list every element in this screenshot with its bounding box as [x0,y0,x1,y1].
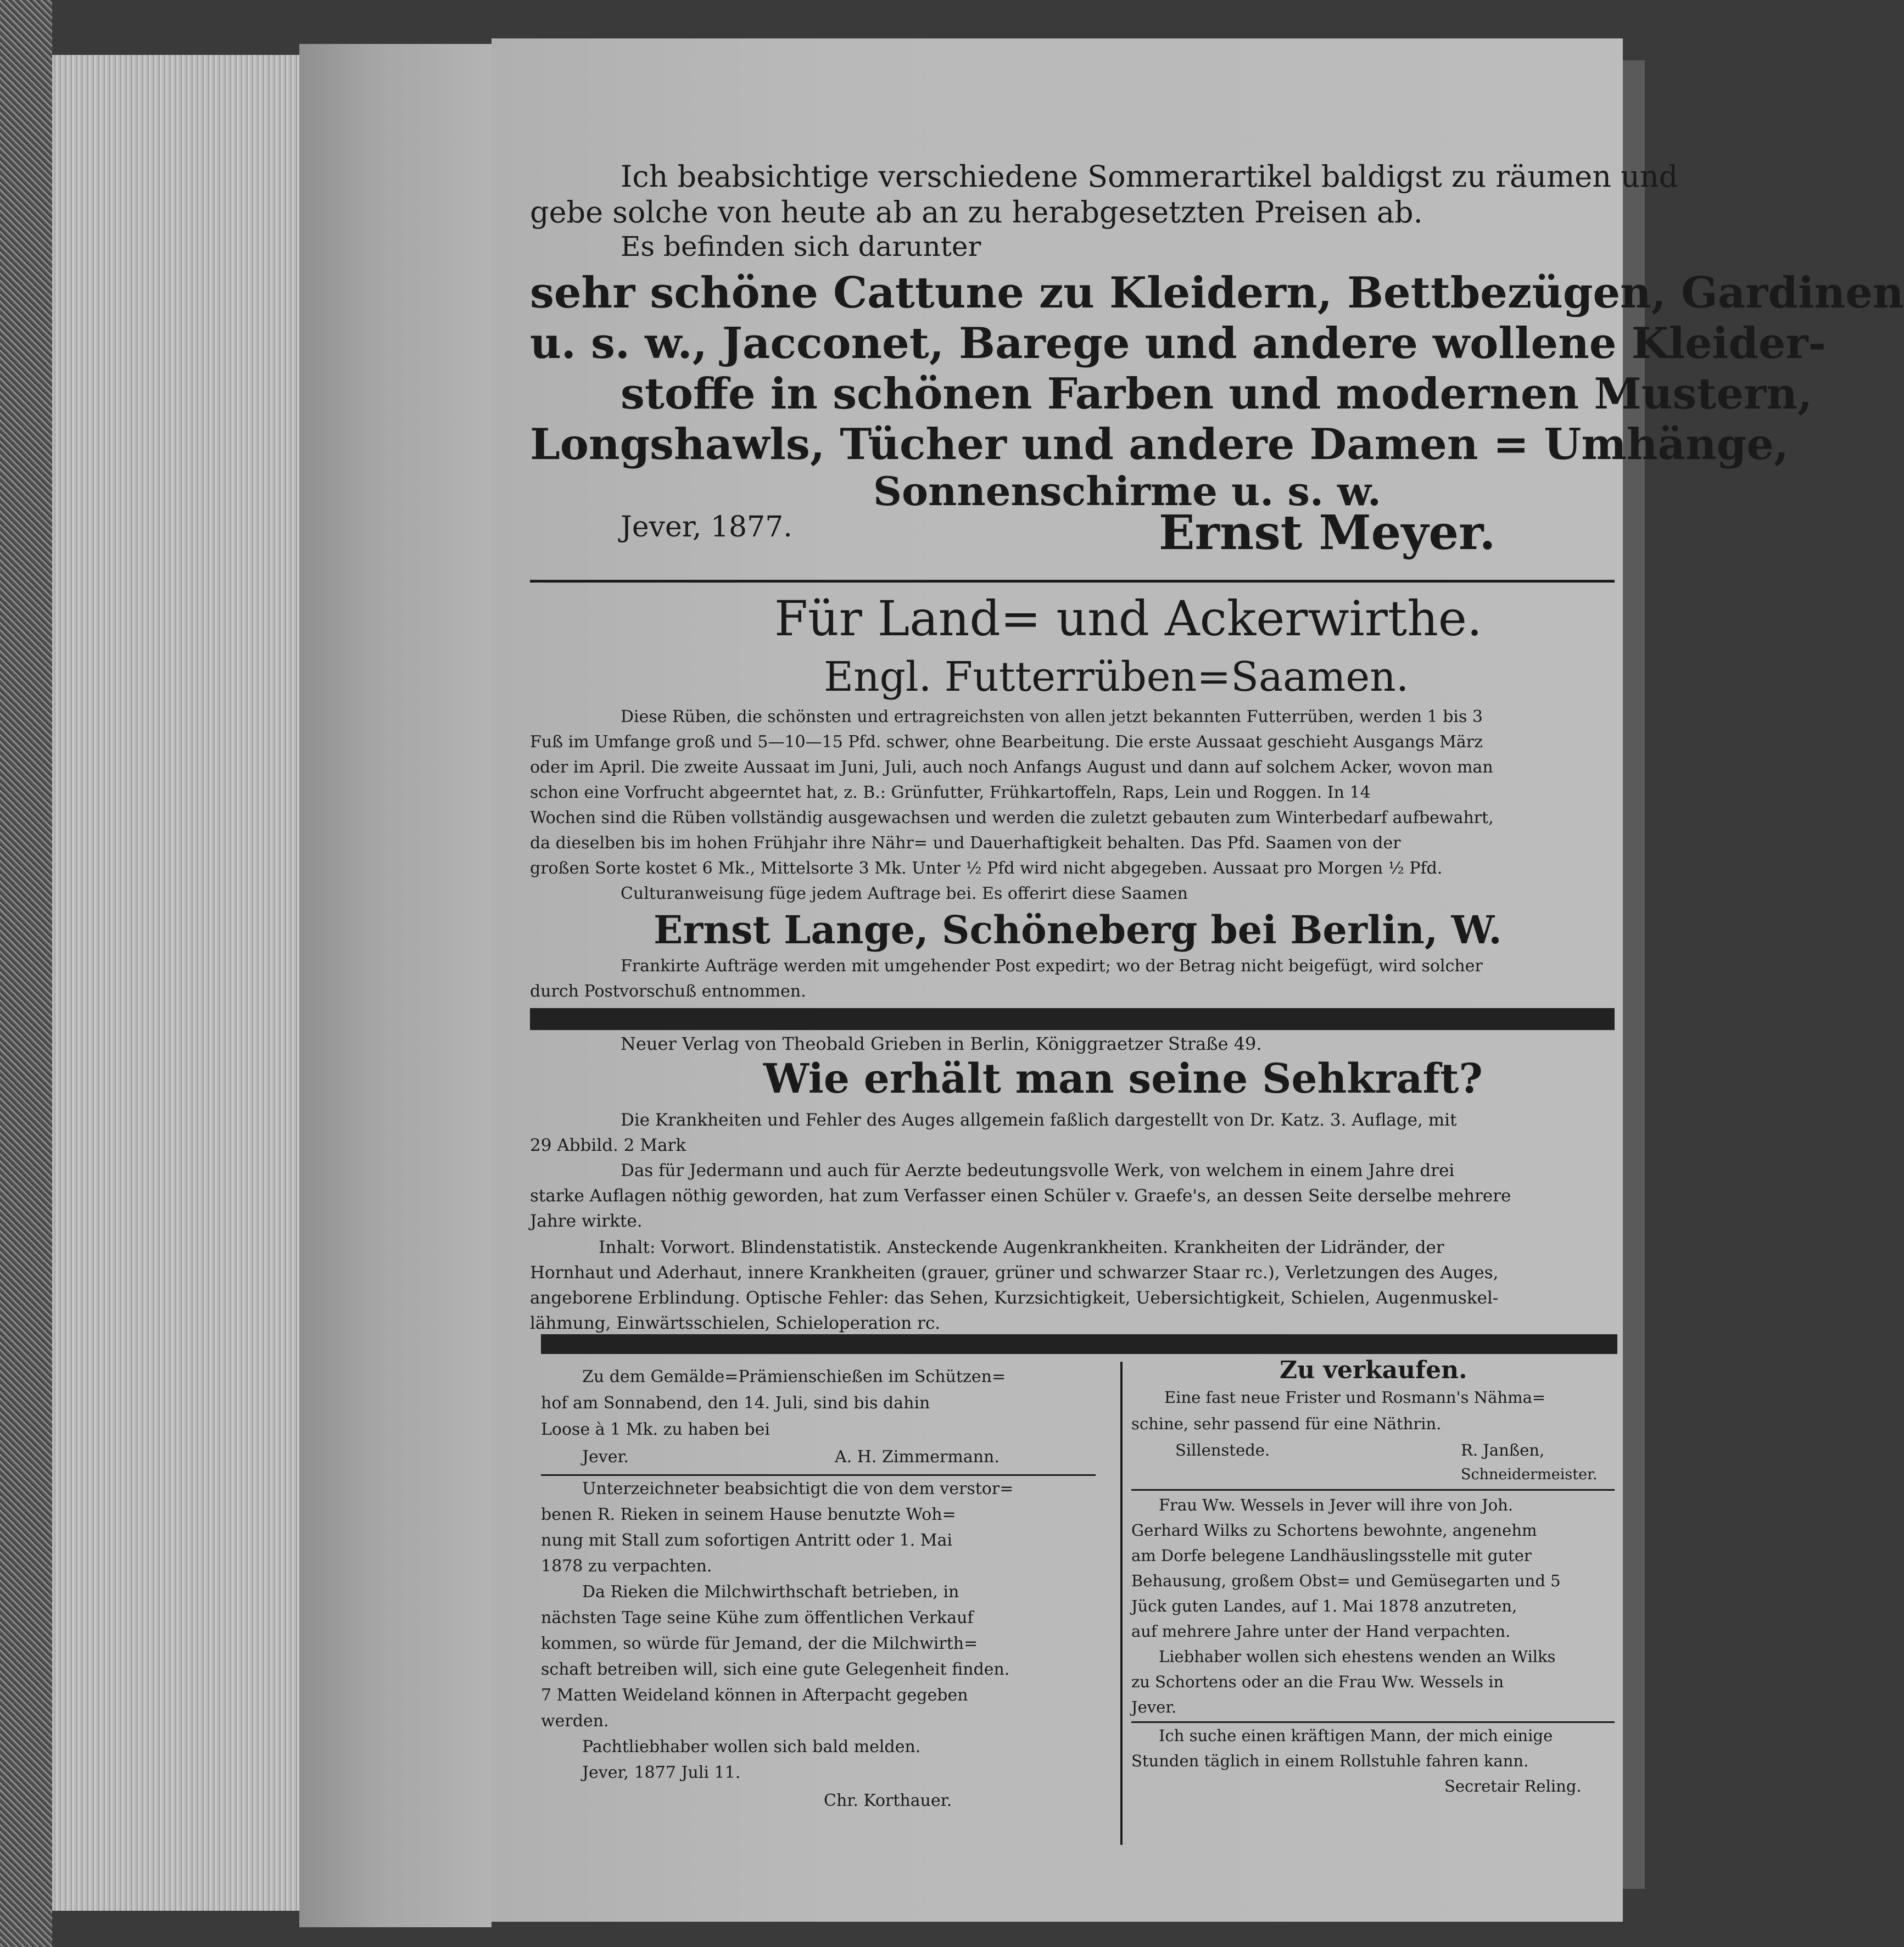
ad-lange-text: da dieselben bis im hohen Frühjahr ihre Nähr= und Dauerhaftigkeit behalten. Das Pfd. Saamen von der [530,833,1401,853]
ad-lange-subhead: Engl. Futterrüben=Saamen. [824,653,1409,701]
ad-meyer-line: sehr schöne Cattune zu Kleidern, Bettbezügen, Gardinen [530,268,1904,318]
ad-janssen-signature-name: R. Janßen, [1461,1441,1545,1459]
ad-janssen-signature-title: Schneidermeister. [1461,1466,1598,1483]
ad-grieben-text: Hornhaut und Aderhaut, innere Krankheiten (grauer, grüner und schwarzer Staar rc.), Verletzungen des Auges, [530,1263,1499,1283]
ad-grieben-text: starke Auflagen nöthig geworden, hat zum Verfasser einen Schüler v. Graefe's, an dessen Seite derselbe mehrere [530,1186,1511,1206]
ad-grieben-text: angeborene Erblindung. Optische Fehler: das Sehen, Kurzsichtigkeit, Uebersichtigkeit, Schielen, Augenmuskel- [530,1288,1499,1308]
ad-grieben-text: Die Krankheiten und Fehler des Auges allgemein faßlich dargestellt von Dr. Katz. 3. Auflage, mit [621,1110,1457,1130]
divider [1131,1489,1615,1491]
ad-grieben-text: Inhalt: Vorwort. Blindenstatistik. Ansteckende Augenkrankheiten. Krankheiten der Lidränder, der [599,1238,1444,1257]
divider [541,1474,1096,1476]
ad-meyer-line: Longshawls, Tücher und andere Damen = Umhänge, [530,419,1789,469]
ad-janssen-headline: Zu verkaufen. [1280,1356,1467,1384]
book-cover-edge [0,0,52,1947]
ad-wessels-text: zu Schortens oder an die Frau Ww. Wessels in [1131,1672,1504,1691]
ad-korthauer-text: kommen, so würde für Jemand, der die Milchwirth= [541,1634,978,1653]
ad-meyer-place-date: Jever, 1877. [621,511,792,544]
ad-janssen-text: Eine fast neue Frister und Rosmann's Nähma= [1164,1388,1546,1407]
ad-reling-text: Ich suche einen kräftigen Mann, der mich einige [1159,1726,1553,1745]
ad-wessels-text: am Dorfe belegene Landhäuslingsstelle mit guter [1131,1546,1532,1565]
ad-grieben-title: Wie erhält man seine Sehkraft? [763,1055,1483,1103]
ad-lange-text: oder im April. Die zweite Aussaat im Juni, Juli, auch noch Anfangs August und dann auf solchem Acker, wovon man [530,758,1493,777]
ad-janssen-text: schine, sehr passend für eine Näthrin. [1131,1414,1442,1433]
ad-lange-signature: Ernst Lange, Schöneberg bei Berlin, W. [654,907,1502,953]
ad-lange-text: Culturanweisung füge jedem Auftrage bei. Es offerirt diese Saamen [621,884,1188,903]
ad-janssen-place: Sillenstede. [1175,1441,1270,1459]
ad-grieben-text: 29 Abbild. 2 Mark [530,1135,686,1155]
ad-grieben-text: Jahre wirkte. [530,1211,643,1231]
ad-wessels-text: Liebhaber wollen sich ehestens wenden an Wilks [1159,1647,1556,1666]
ad-wessels-text: Gerhard Wilks zu Schortens bewohnte, angenehm [1131,1521,1537,1540]
page-stack [52,55,299,1911]
ad-meyer-line: stoffe in schönen Farben und modernen Mustern, [621,369,1813,419]
ad-lange-text: schon eine Vorfrucht abgeerntet hat, z. B.: Grünfutter, Frühkartoffeln, Raps, Lein und Roggen. In 14 [530,783,1371,802]
ad-grieben-publisher: Neuer Verlag von Theobald Grieben in Berlin, Königgraetzer Straße 49. [621,1033,1262,1054]
ad-korthauer-text: werden. [541,1711,609,1731]
ad-meyer-line: gebe solche von heute ab an zu herabgesetzten Preisen ab. [530,195,1423,230]
divider [1131,1721,1615,1723]
ad-korthauer-text: 7 Matten Weideland können in Afterpacht gegeben [541,1686,968,1705]
ad-wessels-text: auf mehrere Jahre unter der Hand verpachten. [1131,1622,1511,1641]
ad-korthauer-text: Unterzeichneter beabsichtigt die von dem verstor= [582,1479,1014,1498]
ad-korthauer-text: nächsten Tage seine Kühe zum öffentlichen Verkauf [541,1608,974,1627]
ad-meyer-line: Sonnenschirme u. s. w. [873,468,1381,514]
ad-korthauer-text: benen R. Rieken in seinem Hause benutzte Woh= [541,1505,956,1524]
ad-grieben-text: lähmung, Einwärtsschielen, Schieloperation rc. [530,1313,941,1333]
page-gutter [299,44,492,1927]
ad-wessels-text: Jever. [1131,1698,1177,1716]
ad-meyer-line: Es befinden sich darunter [621,231,981,262]
ad-korthauer-text: Jever, 1877 Juli 11. [582,1763,741,1782]
ad-korthauer-text: Pachtliebhaber wollen sich bald melden. [582,1737,921,1756]
ad-wessels-text: Frau Ww. Wessels in Jever will ihre von Joh. [1159,1496,1514,1514]
ad-zimmermann-signature: A. H. Zimmermann. [835,1447,1000,1467]
ad-meyer-line: Ich beabsichtige verschiedene Sommerartikel baldigst zu räumen und [621,159,1678,194]
ad-zimmermann-text: Zu dem Gemälde=Prämienschießen im Schützen= [582,1367,1006,1386]
ad-reling-signature: Secretair Reling. [1444,1777,1582,1795]
ad-lange-headline: Für Land= und Ackerwirthe. [774,590,1482,647]
divider-bar [541,1334,1617,1354]
ad-zimmermann-text: Loose à 1 Mk. zu haben bei [541,1420,770,1439]
ad-meyer-signature: Ernst Meyer. [1159,505,1496,561]
ad-wessels-text: Jück guten Landes, auf 1. Mai 1878 anzutreten, [1131,1597,1517,1615]
ad-korthauer-text: schaft betreiben will, sich eine gute Gelegenheit finden. [541,1660,1010,1679]
ad-lange-text: Diese Rüben, die schönsten und ertragreichsten von allen jetzt bekannten Futterrüben, werden 1 bis 3 [621,707,1483,726]
divider-bar [530,1008,1615,1030]
ad-wessels-text: Behausung, großem Obst= und Gemüsegarten und 5 [1131,1571,1561,1590]
ad-lange-text: Wochen sind die Rüben vollständig ausgewachsen und werden die zuletzt gebauten zum Winterbedarf aufbewahrt, [530,808,1494,827]
ad-zimmermann-text: hof am Sonnabend, den 14. Juli, sind bis dahin [541,1394,930,1413]
ad-lange-text: durch Postvorschuß entnommen. [530,982,806,1001]
divider [530,580,1615,583]
ad-reling-text: Stunden täglich in einem Rollstuhle fahren kann. [1131,1752,1529,1770]
ad-grieben-text: Das für Jedermann und auch für Aerzte bedeutungsvolle Werk, von welchem in einem Jahre drei [621,1161,1455,1180]
ad-korthauer-signature: Chr. Korthauer. [824,1791,952,1810]
ad-lange-text: Frankirte Aufträge werden mit umgehender Post expedirt; wo der Betrag nicht beigefügt, wird solcher [621,956,1483,976]
ad-korthauer-text: 1878 zu verpachten. [541,1557,712,1576]
ad-zimmermann-place: Jever. [582,1447,629,1467]
ad-lange-text: großen Sorte kostet 6 Mk., Mittelsorte 3 Mk. Unter ½ Pfd wird nicht abgegeben. Aussaat pro Morgen ½ Pfd. [530,859,1443,878]
column-divider [1120,1362,1123,1845]
ad-korthauer-text: nung mit Stall zum sofortigen Antritt oder 1. Mai [541,1531,952,1550]
ad-meyer-line: u. s. w., Jacconet, Barege und andere wollene Kleider- [530,318,1826,368]
ad-korthauer-text: Da Rieken die Milchwirthschaft betrieben, in [582,1582,959,1602]
ad-lange-text: Fuß im Umfange groß und 5—10—15 Pfd. schwer, ohne Bearbeitung. Die erste Aussaat geschieht Ausgangs März [530,732,1483,752]
